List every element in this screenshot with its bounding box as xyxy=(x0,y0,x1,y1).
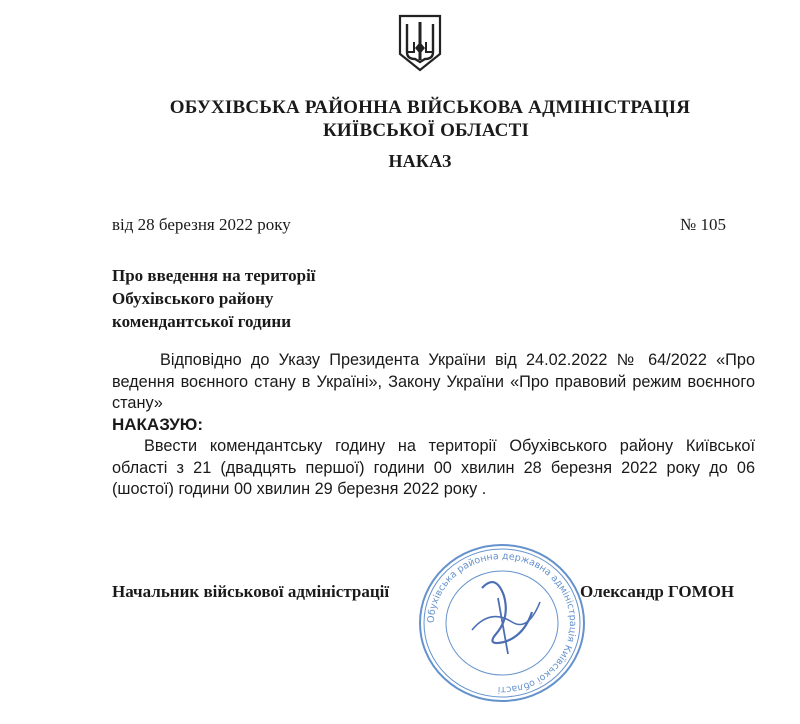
subject-line: комендантської години xyxy=(112,312,291,331)
preamble-paragraph: Відповідно до Указу Президента України від 24.02.2022 № 64/2022 «Про ведення воєнного стану в Україні», Закону України «Про правовий режим воєнного стану» xyxy=(112,351,755,412)
org-name-line1: ОБУХІВСЬКА РАЙОННА ВІЙСЬКОВА АДМІНІСТРАЦІЯ xyxy=(169,97,691,118)
signatory-name: Олександр ГОМОН xyxy=(580,582,735,601)
order-date: від 28 березня 2022 року xyxy=(112,215,291,234)
document-type-title: НАКАЗ xyxy=(388,151,452,171)
org-name-line2: КИЇВСЬКОЇ ОБЛАСТІ xyxy=(322,120,530,141)
order-subject xyxy=(112,264,316,333)
official-stamp-icon xyxy=(412,538,592,708)
order-paragraph: Ввести комендантську годину на території Обухівського району Київської області з 21 (двадцять першої) години 00 хвилин 28 березня 2022 року до 06 (шостої) години 00 хвилин 29 березня 2022 року . xyxy=(112,437,755,498)
signatory-title: Начальник військової адміністрації xyxy=(112,582,390,601)
order-label: НАКАЗУЮ: xyxy=(112,415,203,434)
subject-line: Обухівського району xyxy=(112,289,274,308)
order-number: № 105 xyxy=(680,215,726,234)
subject-line: Про введення на території xyxy=(112,266,316,285)
tryzub-icon xyxy=(396,12,444,74)
stamp-ring-text: Обухівська районна державна адміністрація Київської області xyxy=(425,550,579,696)
